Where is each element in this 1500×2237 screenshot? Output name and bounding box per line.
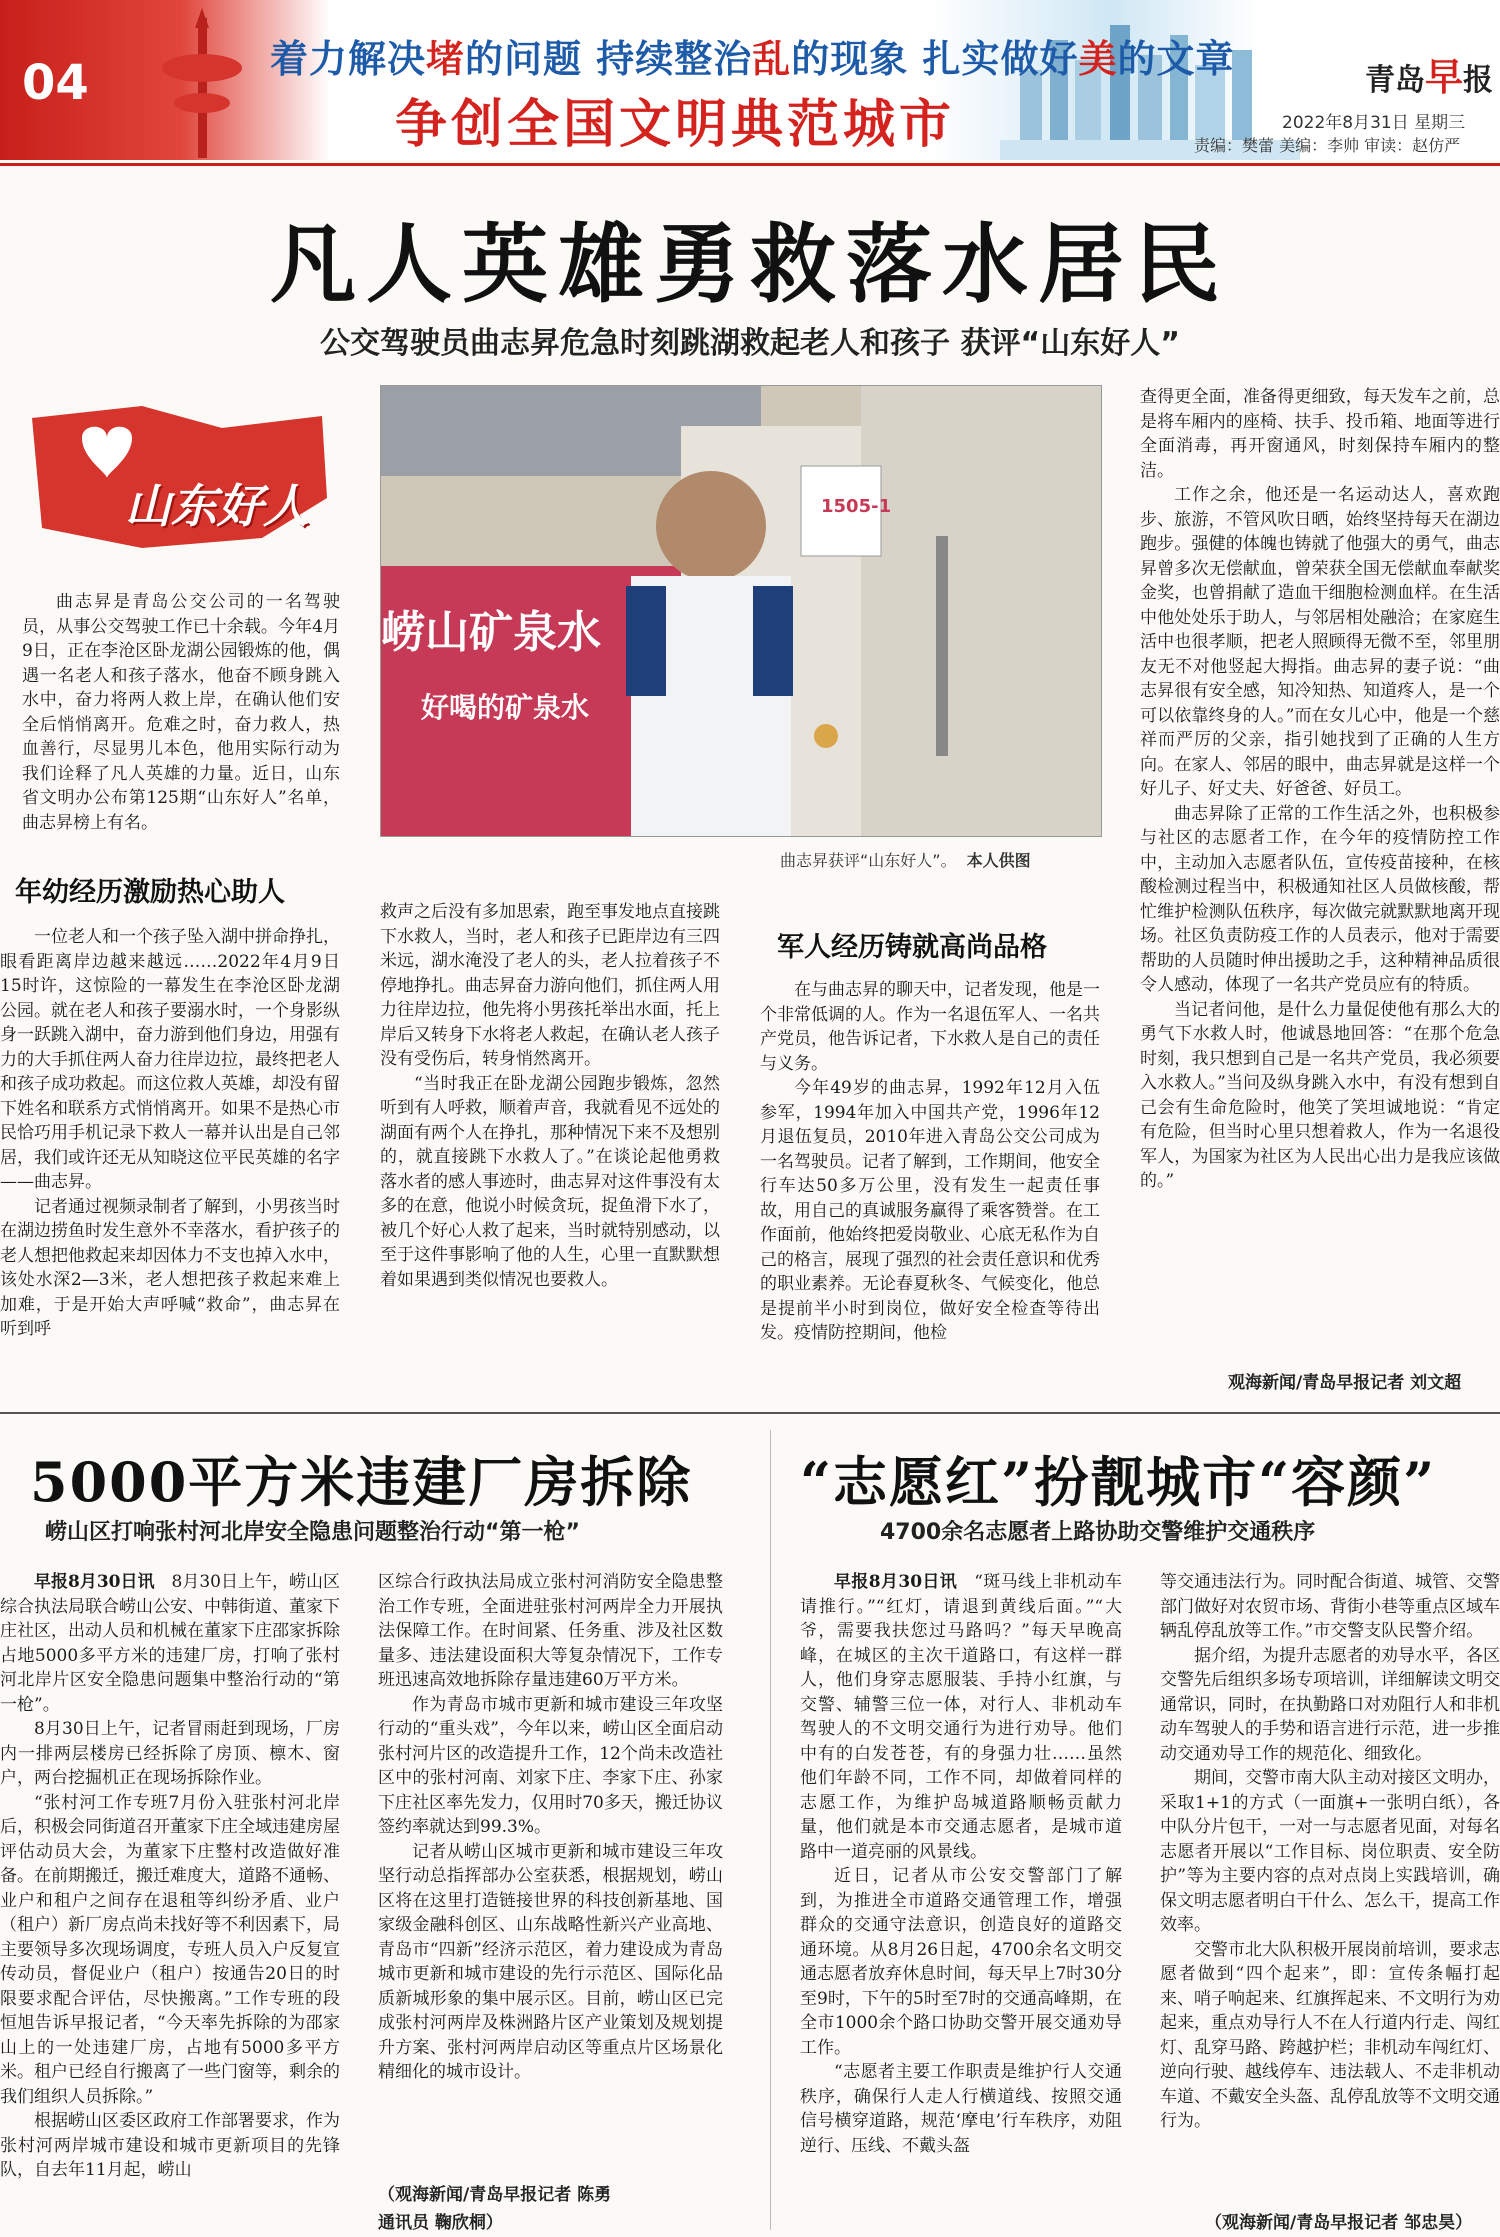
body-paragraph: 交警市北大队积极开展岗前培训，要求志愿者做到“四个起来”，即：宣传条幅打起来、哨子响起来、红旗挥起来、不文明行为劝起来，重点劝导行人不在人行道内行走、闯红灯、乱穿马路、跨越护栏；非机动车闯红灯、逆向行驶、越线停车、违法载人、不走非机动车道、不戴安全头盔、乱停乱放等不文明交通行为。	[1160, 1939, 1500, 2131]
section-subhead: 年幼经历激励热心助人	[15, 877, 285, 908]
issue-date: 2022年8月31日 星期三	[1282, 113, 1466, 133]
tv-tower-illustration	[150, 8, 255, 158]
photo-bus-route: 1505-1	[821, 496, 892, 517]
body-paragraph: 今年49岁的曲志昇，1992年12月入伍参军，1994年加入中国共产党，1996年12月退伍复员，2010年进入青岛公交公司成为一名驾驶员。记者了解到，工作期间，他安全行车达50多万公里，没有发生一起责任事故，用自己的真诚服务赢得了乘客赞誉。在工作面前，他始终把爱岗敬业、心底无私作为自己的格言，展现了强烈的社会责任意识和优秀的职业素养。无论春夏秋冬、气候变化，他总是提前半小时到岗位，做好安全检查等待出发。疫情防控期间，他检	[760, 1078, 1100, 1343]
body-paragraph	[800, 1570, 1122, 1864]
slogan-part: 着力解决	[270, 37, 427, 81]
body-paragraph: 据介绍，为提升志愿者的劝导水平，各区交警先后组织多场专项培训，详细解读文明交通常识，同时，在执勤路口对劝阻行人和非机动车驾驶人的手势和语言进行示范，进一步推动交通劝导工作的规范化、细致化。	[1160, 1645, 1500, 1764]
article-column	[380, 900, 720, 1395]
slogan	[270, 28, 1235, 83]
article-byline: （观海新闻/青岛早报记者 邹忠昊）	[1205, 2213, 1473, 2233]
body-paragraph	[0, 1570, 340, 1717]
body-paragraph: 查得更全面，准备得更细致，每天发车之前，总是将车厢内的座椅、扶手、投币箱、地面等进行全面消毒，再开窗通风，时刻保持车厢内的整洁。	[1140, 387, 1500, 481]
slogan-part: 的问题 持续整治	[465, 37, 753, 81]
column-divider	[770, 1430, 771, 2230]
article-column	[378, 1570, 723, 2170]
body-paragraph: “志愿者主要工作职责是维护行人交通秩序，确保行人走人行横道线、按照交通信号横穿道路，规范‘摩电’行车秩序，劝阻逆行、压线、不戴头盔	[800, 2062, 1122, 2156]
dateline-label: 早报8月30日讯	[34, 1572, 155, 1592]
photo-sign-left-sub: 好喝的矿泉水	[421, 691, 590, 724]
dateline-label: 早报8月30日讯	[834, 1572, 958, 1592]
slogan-part: 的现象 扎实做好	[791, 37, 1079, 81]
headline: 5000平方米违建厂房拆除	[30, 1450, 693, 1514]
slogan-highlight: 堵	[426, 37, 466, 81]
body-paragraph: 期间，交警市南大队主动对接区文明办，采取1+1的方式（一面旗+一张明白纸），各中队分片包干，一对一与志愿者见面，对每名志愿者开展以“工作目标、岗位职责、安全防护”等为主要内容的点对点岗上实践培训，确保文明志愿者明白干什么、怎么干，提高工作效率。	[1160, 1768, 1500, 1935]
article-column	[1140, 385, 1500, 1360]
subheadline: 4700余名志愿者上路协助交警维护交通秩序	[880, 1520, 1316, 1545]
body-paragraph: 当记者问他，是什么力量促使他有那么大的勇气下水救人时，他诚恳地回答：“在那个危急时刻，我只想到自己是一名共产党员，我必须要入水救人。”当问及纵身跳入水中，有没有想到自己会有生命危险时，他笑了笑坦诚地说：“肯定有危险，但当时心里只想着救人，作为一名退役军人，为国家为社区为人民出心出力是我应该做的。”	[1140, 999, 1500, 1191]
article-column	[0, 1570, 340, 2237]
campaign-title: 争创全国文明典范城市	[395, 95, 956, 155]
article-intro	[22, 590, 340, 860]
header-rule	[0, 163, 1500, 166]
photo-caption-text: 曲志昇获评“山东好人”。	[780, 851, 957, 870]
hero-photo	[380, 385, 1102, 837]
subheadline: 崂山区打响张村河北岸安全隐患问题整治行动“第一枪”	[45, 1520, 580, 1545]
logo-text: 青岛	[1365, 63, 1425, 98]
body-text: 8月30日上午，崂山区综合执法局联合崂山公安、中韩街道、董家下庄社区，出动人员和机械在董家下庄邵家拆除占地5000多平方米的违建厂房，打响了张村河北岸片区安全隐患问题集中整治行动的“第一枪”。	[0, 1572, 340, 1715]
intro-paragraph: 曲志昇是青岛公交公司的一名驾驶员，从事公交驾驶工作已十余载。今年4月9日，正在李沧区卧龙湖公园锻炼的他，偶遇一名老人和孩子落水，他奋不顾身跳入水中，奋力将两人救上岸，在确认他们安全后悄悄离开。危难之时，奋力救人，热血善行，尽显男儿本色，他用实际行动为我们诠释了凡人英雄的力量。近日，山东省文明办公布第125期“山东好人”名单，曲志昇榜上有名。	[22, 592, 340, 833]
section-divider	[0, 1412, 1500, 1414]
body-paragraph: 在与曲志昇的聊天中，记者发现，他是一个非常低调的人。作为一名退伍军人、一名共产党员，他告诉记者，下水救人是自己的责任与义务。	[760, 980, 1100, 1074]
body-paragraph: 根据崂山区委区政府工作部署要求，作为张村河两岸城市建设和城市更新项目的先锋队，自去年11月起，崂山	[0, 2111, 340, 2180]
article-column	[1160, 1570, 1500, 2202]
article-byline: 观海新闻/青岛早报记者 刘文超	[1228, 1373, 1462, 1393]
photo-credit: 本人供图	[966, 851, 1031, 870]
article-column	[800, 1570, 1122, 2237]
body-paragraph: 记者通过视频录制者了解到，小男孩当时在湖边捞鱼时发生意外不幸落水，看护孩子的老人想把他救起来却因体力不支也掉入水中，该处水深2—3米，老人想把孩子救起来难上加难，于是开始大声呼喊“救命”，曲志昇在听到呼	[0, 1196, 340, 1339]
body-paragraph: 工作之余，他还是一名运动达人，喜欢跑步、旅游，不管风吹日晒，始终坚持每天在湖边跑步。强健的体魄也铸就了他强大的勇气，曲志昇曾多次无偿献血，曾荣获全国无偿献血奉献奖金奖，也曾捐献了造血干细胞检测血样。在生活中他处处乐于助人，与邻居相处融洽；在家庭生活中也很孝顺，把老人照顾得无微不至，邻里朋友无不对他竖起大拇指。曲志昇的妻子说：“曲志昇很有安全感，知冷知热、知道疼人，是一个可以依靠终身的人。”而在女儿心中，他是一个慈祥而严厉的父亲，指引她找到了正确的人生方向。在家人、邻居的眼中，曲志昇就是这样一个好儿子、好丈夫、好爸爸、好员工。	[1140, 485, 1500, 799]
badge-label: 山东好人	[125, 479, 309, 533]
body-paragraph: 8月30日上午，记者冒雨赶到现场，厂房内一排两层楼房已经拆除了房顶、檩木、窗户，两台挖掘机正在现场拆除作业。	[0, 1719, 340, 1788]
photo-caption	[780, 848, 1031, 871]
body-paragraph: “张村河工作专班7月份入驻张村河北岸后，积极会同街道召开董家下庄全域违建房屋评估动员大会，为董家下庄整村改造做好准备。在前期搬迁，搬迁难度大，道路不通畅、业户和租户之间存在退租等纠纷矛盾、业户（租户）新厂房点尚未找好等不利因素下，局主要领导多次现场调度，专班人员入户反复宣传动员，督促业户（租户）按通告20日的时限要求配合评估，尽快搬离。”工作专班的段恒旭告诉早报记者，“今天率先拆除的为邵家山上的一处违建厂房，占地有5000多平方米。租户已经自行搬离了一些门窗等，剩余的我们组织人员拆除。”	[0, 1792, 340, 2107]
body-paragraph: 区综合行政执法局成立张村河消防安全隐患整治工作专班，全面进驻张村河两岸全力开展执法保障工作。在时间紧、任务重、涉及社区数量多、违法建设面积大等复杂情况下，工作专班迅速高效地拆除存量违建60万平方米。	[378, 1572, 723, 1690]
section-subhead: 军人经历铸就高尚品格	[777, 932, 1047, 963]
page-number: 04	[22, 55, 89, 111]
body-paragraph: 一位老人和一个孩子坠入湖中拼命挣扎，眼看距离岸边越来越远……2022年4月9日15时许，这惊险的一幕发生在李沧区卧龙湖公园。就在老人和孩子要溺水时，一个身影纵身一跃跳入湖中，奋力游到他们身边，用强有力的大手抓住两人奋力往岸边拉，最终把老人和孩子成功救起。而这位救人英雄，却没有留下姓名和联系方式悄悄离开。如果不是热心市民恰巧用手机记录下救人一幕并认出是自己邻居，我们或许还无从知晓这位平民英雄的名字——曲志昇。	[0, 927, 340, 1192]
paper-logo	[1365, 46, 1493, 101]
body-paragraph: 近日，记者从市公安交警部门了解到，为推进全市道路交通管理工作，增强群众的交通守法意识，创造良好的道路交通环境。从8月26日起，4700余名文明交通志愿者放弃休息时间，每天早上7时30分至9时，下午的5时至7时的交通高峰期，在全市1000余个路口协助交警开展交通劝导工作。	[800, 1866, 1122, 2058]
headline: “志愿红”扮靓城市“容颜”	[800, 1450, 1437, 1514]
headline: 凡人英雄勇救落水居民	[270, 214, 1230, 315]
body-paragraph: 记者从崂山区城市更新和城市建设三年攻坚行动总指挥部办公室获悉，根据规划，崂山区将在这里打造链接世界的科技创新基地、国家级金融科创区、山东战略性新兴产业高地、青岛市“四新”经济示范区，着力建设成为青岛城市更新和城市建设的先行示范区、国际化品质新城形象的集中展示区。目前，崂山区已完成张村河两岸及株洲路片区产业策划及规划提升方案、张村河两岸启动区等重点片区场景化精细化的城市设计。	[378, 1841, 723, 2082]
logo-text: 报	[1463, 63, 1494, 98]
subheadline: 公交驾驶员曲志昇危急时刻跳湖救起老人和孩子 获评“山东好人”	[320, 326, 1180, 361]
slogan-part: 的文章	[1117, 37, 1235, 81]
body-paragraph: 曲志昇除了正常的工作生活之外，也积极参与社区的志愿者工作，在今年的疫情防控工作中，主动加入志愿者队伍，宣传疫苗接种，在核酸检测过程当中，积极通知社区人员做核酸，帮忙维护检测队伍秩序，每次做完就默默地离开现场。社区负责防疫工作的人员表示，他对于需要帮助的人员随时伸出援助之手，这种精神品质很令人感动，体现了一名共产党员应有的特质。	[1140, 803, 1500, 995]
article-byline: 通讯员 鞠欣桐）	[378, 2213, 503, 2233]
body-paragraph: “当时我正在卧龙湖公园跑步锻炼，忽然听到有人呼救，顺着声音，我就看见不远处的湖面有两个人在挣扎，那种情况下来不及想别的，就直接跳下水救人了。”在谈论起他勇救落水者的感人事迹时，曲志昇对这件事没有太多的在意，他说小时候贪玩，捉鱼滑下水了，被几个好心人救了起来，当时就特别感动，以至于这件事影响了他的人生，心里一直默默想着如果遇到类似情况也要救人。	[380, 1073, 720, 1290]
body-paragraph: 救声之后没有多加思索，跑至事发地点直接跳下水救人，当时，老人和孩子已距岸边有三四米远，湖水淹没了老人的头，老人拉着孩子不停地挣扎。曲志昇奋力游向他们，抓住两人用力往岸边拉，他先将小男孩托举出水面，托上岸后又转身下水将老人救起，在确认老人孩子没有受伤后，转身悄然离开。	[380, 902, 720, 1069]
body-paragraph: 作为青岛市城市更新和城市建设三年攻坚行动的“重头戏”，今年以来，崂山区全面启动张村河片区的改造提升工作，12个尚未改造社区中的张村河南、刘家下庄、李家下庄、孙家下庄社区率先发力，仅用时70多天，搬迁协议签约率就达到99.3%。	[378, 1694, 723, 1837]
body-paragraph: 等交通违法行为。同时配合街道、城管、交警部门做好对农贸市场、背街小巷等重点区域车辆乱停乱放等工作。”市交警支队民警介绍。	[1160, 1572, 1500, 1641]
article-column	[760, 978, 1100, 1395]
slogan-highlight: 美	[1078, 37, 1118, 81]
article-column	[0, 925, 340, 1395]
editor-credits: 责编：樊蕾 美编：李帅 审读：赵仿严	[1194, 136, 1461, 155]
logo-mark: 早	[1425, 55, 1464, 99]
masthead-banner	[0, 0, 1500, 160]
slogan-highlight: 乱	[752, 37, 792, 81]
article-byline: （观海新闻/青岛早报记者 陈勇	[378, 2185, 612, 2205]
photo-sign-left: 崂山矿泉水	[381, 607, 601, 658]
body-text: “斑马线上非机动车请推行。”“红灯，请退到黄线后面。”“大爷，需要我扶您过马路吗？”每天早晚高峰，在城区的主次干道路口，有这样一群人，他们身穿志愿服装、手持小红旗，与交警、辅警三位一体，对行人、非机动车驾驶人的不文明交通行为进行劝导。他们中有的白发苍苍，有的身强力壮……虽然他们年龄不同，工作不同，却做着同样的志愿工作，为维护岛城道路顺畅贡献力量，他们就是本市交通志愿者，是城市道路中一道亮丽的风景线。	[800, 1572, 1122, 1862]
